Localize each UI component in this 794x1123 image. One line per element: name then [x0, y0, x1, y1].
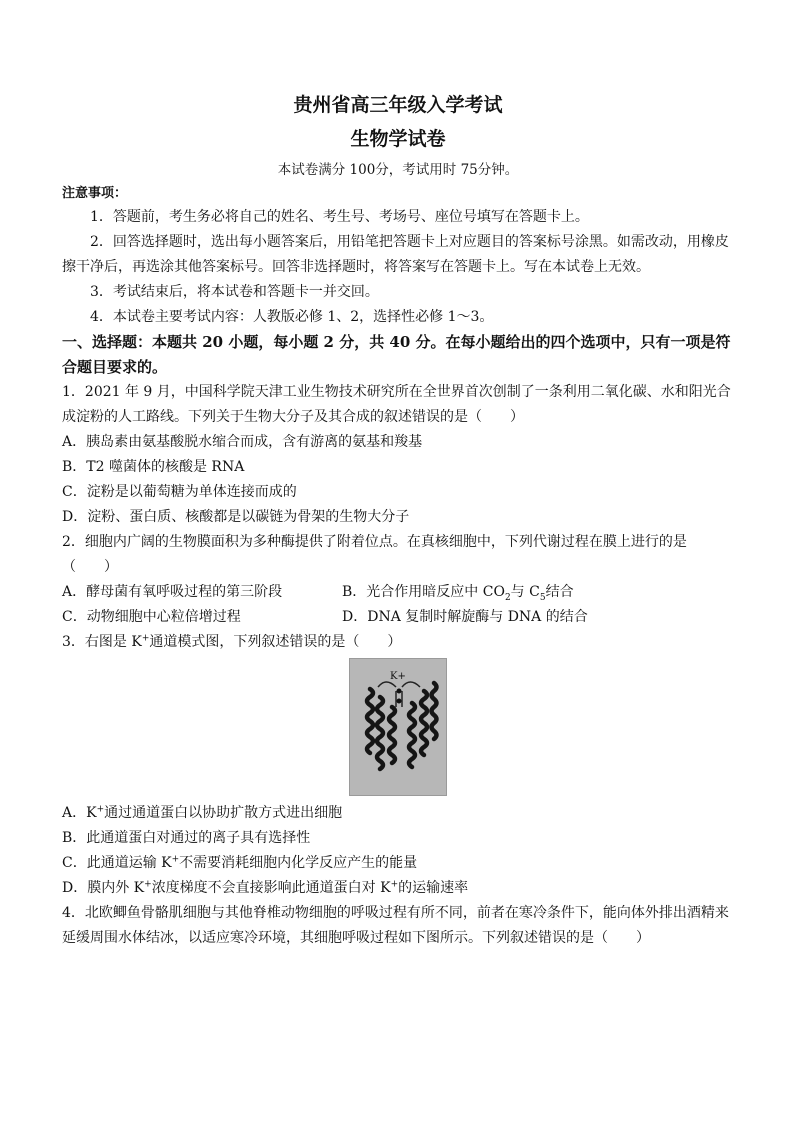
notice-item: 3．考试结束后，将本试卷和答题卡一并交回。 — [90, 284, 379, 300]
option-b: B．此通道蛋白对通过的离子具有选择性 — [62, 830, 311, 846]
question-stem: 2．细胞内广阔的生物膜面积为多种酶提供了附着位点。在真核细胞中，下列代谢过程在膜上进行的是（ ） — [62, 534, 687, 575]
notice-heading: 注意事项： — [62, 186, 128, 201]
question-stem: 4．北欧鲫鱼骨骼肌细胞与其他脊椎动物细胞的呼吸过程有所不同，前者在寒冷条件下，能向体外排出酒精来延缓周围水体结冰，以适应寒冷环境，其细胞呼吸过程如下图所示。下列叙述错误的是（ ） — [62, 905, 729, 946]
notice-item: 4．本试卷主要考试内容：人教版必修 1、2，选择性必修 1～3。 — [90, 309, 494, 325]
option-b: B．T2 噬菌体的核酸是 RNA — [62, 459, 245, 475]
option-d: D．淀粉、蛋白质、核酸都是以碳链为骨架的生物大分子 — [62, 509, 410, 525]
exam-title: 贵州省高三年级入学考试 — [293, 94, 503, 116]
question-stem: 1．2021 年 9 月，中国科学院天津工业生物技术研究所在全世界首次创制了一条利用二氧化碳、水和阳光合成淀粉的人工路线。下列关于生物大分子及其合成的叙述错误的是（ ） — [62, 384, 731, 425]
subject-title: 生物学试卷 — [350, 128, 446, 150]
option-c: C．动物细胞中心粒倍增过程 — [62, 609, 241, 625]
option-a: A．胰岛素由氨基酸脱水缩合而成，含有游离的氨基和羧基 — [62, 434, 423, 450]
option-c: C．淀粉是以葡萄糖为单体连接而成的 — [62, 484, 297, 500]
k-channel-figure — [349, 658, 447, 796]
option-a: A．酵母菌有氧呼吸过程的第三阶段 — [62, 584, 283, 600]
option-c: C．此通道运输 K+不需要消耗细胞内化学反应产生的能量 — [62, 854, 418, 871]
question-stem: 3．右图是 K+通道模式图，下列叙述错误的是（ ） — [62, 633, 402, 650]
notice-item: 1．答题前，考生务必将自己的姓名、考生号、考场号、座位号填写在答题卡上。 — [90, 209, 589, 225]
k-ion-label: K+ — [390, 671, 406, 682]
option-d: D．DNA 复制时解旋酶与 DNA 的结合 — [342, 609, 588, 625]
option-a: A．K+通过通道蛋白以协助扩散方式进出细胞 — [62, 804, 343, 821]
option-d: D．膜内外 K+浓度梯度不会直接影响此通道蛋白对 K+的运输速率 — [62, 879, 469, 896]
exam-info: 本试卷满分 100分，考试用时 75分钟。 — [277, 162, 519, 178]
section-heading: 一、选择题：本题共 20 小题，每小题 2 分，共 40 分。在每小题给出的四个选项中，只有一项是符合题目要求的。 — [62, 333, 731, 376]
figure-container — [62, 658, 734, 796]
options-row — [62, 605, 734, 630]
k-channel-illustration — [350, 659, 446, 795]
options-row — [62, 580, 734, 605]
notice-item: 2．回答选择题时，选出每小题答案后，用铅笔把答题卡上对应题目的答案标号涂黑。如需改动，用橡皮擦干净后，再选涂其他答案标号。回答非选择题时，将答案写在答题卡上。写在本试卷上无效。 — [62, 234, 729, 275]
option-b: B．光合作用暗反应中 $CO_2$与 $C_5$结合 — [342, 584, 574, 603]
page-content — [62, 92, 734, 951]
